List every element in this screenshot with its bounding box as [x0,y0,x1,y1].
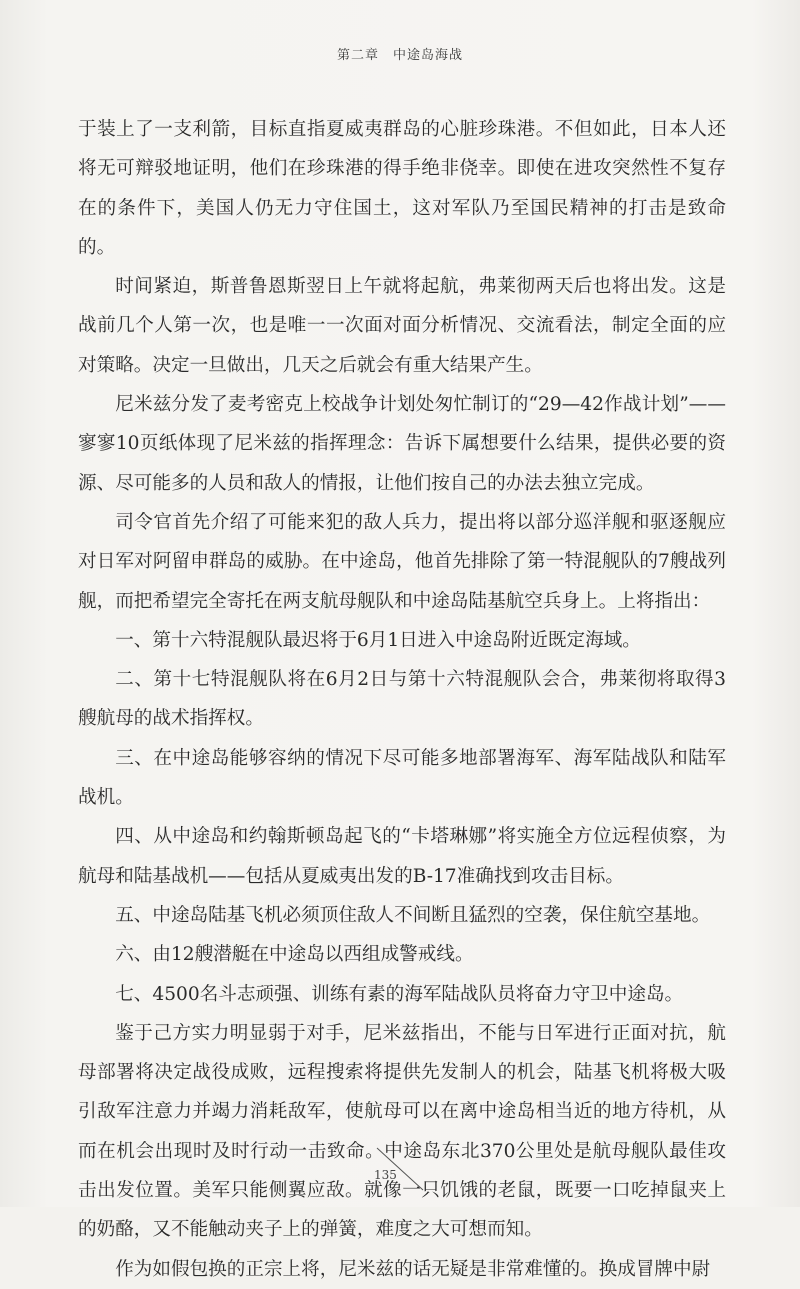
chapter-title: 中途岛海战 [393,48,464,63]
page-number: 135 [374,1168,397,1182]
paragraph: 尼米兹分发了麦考密克上校战争计划处匆忙制订的“29—42作战计划”——寥寥10页纸体现了尼米兹的指挥理念：告诉下属想要什么结果，提供必要的资源、尽可能多的人员和敌人的情报，让他们按自己的办法去独立完成。 [78,394,726,494]
paragraph: 时间紧迫，斯普鲁恩斯翌日上午就将起航，弗莱彻两天后也将出发。这是战前几个人第一次，也是唯一一次面对面分析情况、交流看法，制定全面的应对策略。决定一旦做出，几天之后就会有重大结果产生。 [78,276,726,376]
list-item: 一、第十六特混舰队最迟将于6月1日进入中途岛附近既定海域。 [115,629,641,651]
body-text [78,110,726,1289]
paragraph: 于装上了一支利箭，目标直指夏威夷群岛的心脏珍珠港。不但如此，日本人还将无可辩驳地证明，他们在珍珠港的得手绝非侥幸。即使在进攻突然性不复存在的条件下，美国人仍无力守住国土，这对军队乃至国民精神的打击是致命的。 [78,119,726,258]
list-item: 四、从中途岛和约翰斯顿岛起飞的“卡塔琳娜”将实施全方位远程侦察，为航母和陆基战机——包括从夏威夷出发的B-17准确找到攻击目标。 [78,826,726,887]
list-item: 三、在中途岛能够容纳的情况下尽可能多地部署海军、海军陆战队和陆军战机。 [78,747,726,809]
page-corner-ornament [355,1144,445,1194]
running-head [0,44,800,63]
chapter-label: 第二章 [336,48,379,63]
paragraph: 鉴于己方实力明显弱于对手，尼米兹指出，不能与日军进行正面对抗，航母部署将决定战役成败，远程搜索将提供先发制人的机会，陆基飞机将极大吸引敌军注意力并竭力消耗敌军，使航母可以在离中途岛相当近的地方待机，从而在机会出现时及时行动一击致命。中途岛东北370公里处是航母舰队最佳攻击出发位置。美军只能侧翼应敌。就像一只饥饿的老鼠，既要一口吃掉鼠夹上的奶酪，又不能触动夹子上的弹簧，难度之大可想而知。 [78,1022,726,1241]
list-item: 七、4500名斗志顽强、训练有素的海军陆战队员将奋力守卫中途岛。 [115,983,684,1005]
list-item: 六、由12艘潜艇在中途岛以西组成警戒线。 [115,944,474,966]
list-item: 五、中途岛陆基飞机必须顶住敌人不间断且猛烈的空袭，保住航空基地。 [115,904,711,926]
paragraph: 作为如假包换的正宗上将，尼米兹的话无疑是非常难懂的。换成冒牌中尉 [115,1258,711,1280]
list-item: 二、第十七特混舰队将在6月2日与第十六特混舰队会合，弗莱彻将取得3艘航母的战术指挥权。 [78,669,726,730]
paragraph: 司令官首先介绍了可能来犯的敌人兵力，提出将以部分巡洋舰和驱逐舰应对日军对阿留申群岛的威胁。在中途岛，他首先排除了第一特混舰队的7艘战列舰，而把希望完全寄托在两支航母舰队和中途岛陆基航空兵身上。上将指出： [78,511,726,612]
